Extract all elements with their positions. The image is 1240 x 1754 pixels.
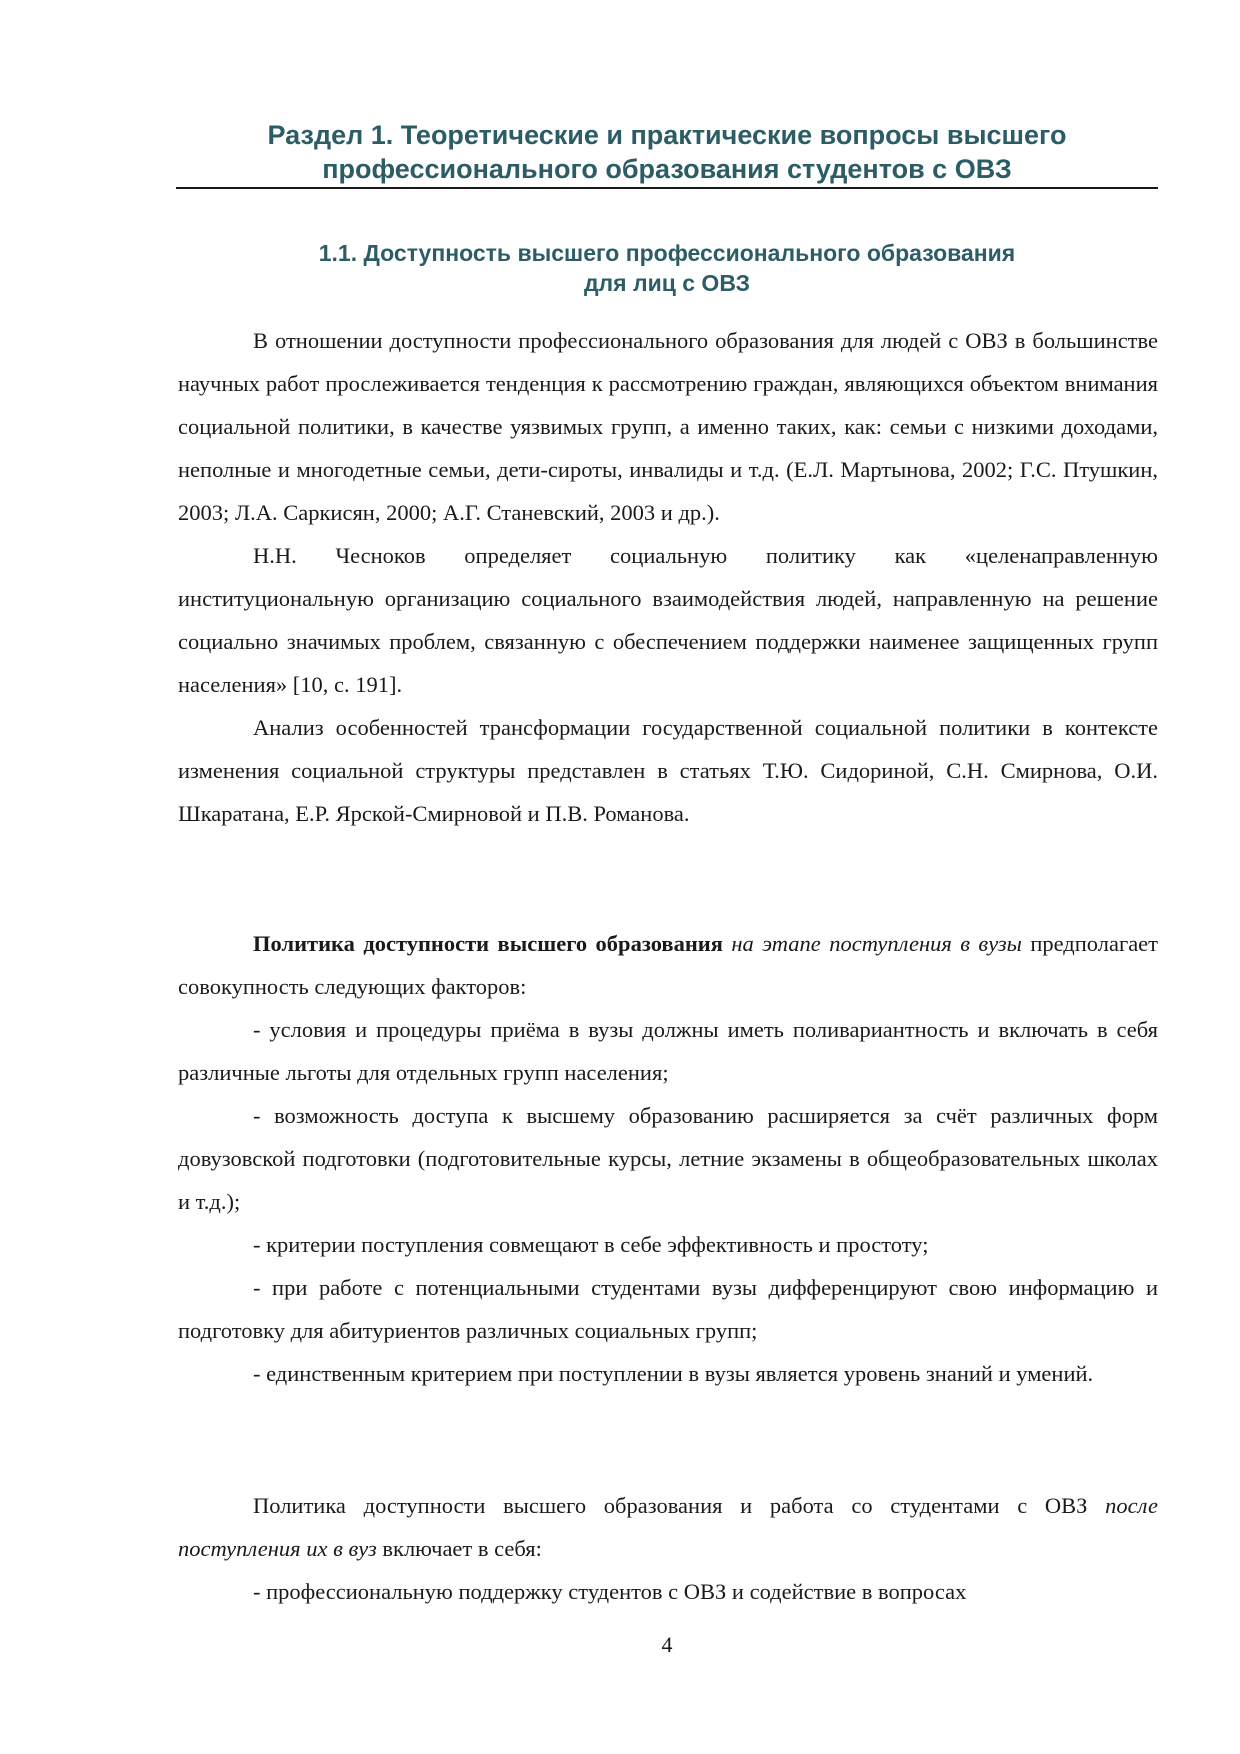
body-block-admission-policy <box>178 922 1158 1395</box>
paragraph-chesnokov: Н.Н. Чесноков определяет социальную политику как «целенаправленную институциональную организацию социального взаимодействия людей, направленную на решение социально значимых проблем, связанную с обеспечением поддержки наименее защищенных групп населения» [10, с. 191]. <box>178 543 1158 697</box>
list-item: - при работе с потенциальными студентами вузы дифференцируют свою информацию и подготовку для абитуриентов различных социальных групп; <box>178 1275 1158 1343</box>
paragraph-accessibility: В отношении доступности профессионального образования для людей с ОВЗ в большинстве научных работ прослеживается тенденция к рассмотрению граждан, являющихся объектом внимания социальной политики, в качестве уязвимых групп, а именно таких, как: семьи с низкими доходами, неполные и многодетные семьи, дети-сироты, инвалиды и т.д. (Е.Л. Мартынова, 2002; Г.С. Птушкин, 2003; Л.А. Саркисян, 2000; А.Г. Станевский, 2003 и др.). <box>178 328 1158 525</box>
list-item: - единственным критерием при поступлении в вузы является уровень знаний и умений. <box>253 1361 1094 1386</box>
after-admission-end: включает в себя: <box>382 1536 542 1561</box>
list-item: - условия и процедуры приёма в вузы должны иметь поливариантность и включать в себя различные льготы для отдельных групп населения; <box>178 1017 1158 1085</box>
paragraph-analysis: Анализ особенностей трансформации государственной социальной политики в контексте изменения социальной структуры представлен в статьях Т.Ю. Сидориной, С.Н. Смирнова, О.И. Шкаратана, Е.Р. Ярской-Смирновой и П.В. Романова. <box>178 715 1158 826</box>
page-number: 4 <box>661 1632 673 1657</box>
section-divider <box>176 187 1158 189</box>
section-title <box>176 118 1158 186</box>
body-block-after-admission <box>178 1484 1158 1613</box>
admission-policy-bold: Политика доступности высшего образования <box>253 931 723 956</box>
list-item: - профессиональную поддержку студентов с ОВЗ и содействие в вопросах <box>253 1579 967 1604</box>
admission-policy-italic: на этапе поступления в вузы <box>731 931 1022 956</box>
paragraph-after-admission <box>178 1484 1158 1570</box>
paragraph-admission-policy <box>178 922 1158 1008</box>
subsection-title <box>176 238 1158 298</box>
section-title-line-2: профессионального образования студентов с ОВЗ <box>322 154 1012 184</box>
list-item: - критерии поступления совмещают в себе эффективность и простоту; <box>253 1232 929 1257</box>
after-admission-start: Политика доступности высшего образования и работа со студентами с ОВЗ <box>253 1493 1088 1518</box>
section-title-line-1: Раздел 1. Теоретические и практические вопросы высшего <box>267 120 1067 150</box>
admission-policy-rest: предполагает совокупность следующих факторов: <box>178 931 1159 999</box>
subsection-title-line-2: для лиц с ОВЗ <box>583 270 751 296</box>
body-block-intro <box>178 319 1158 835</box>
list-item: - возможность доступа к высшему образованию расширяется за счёт различных форм довузовской подготовки (подготовительные курсы, летние экзамены в общеобразовательных школах и т.д.); <box>178 1103 1158 1214</box>
after-admission-italic: после поступления их в вуз <box>178 1493 1159 1561</box>
subsection-title-line-1: 1.1. Доступность высшего профессионального образования <box>318 240 1016 266</box>
